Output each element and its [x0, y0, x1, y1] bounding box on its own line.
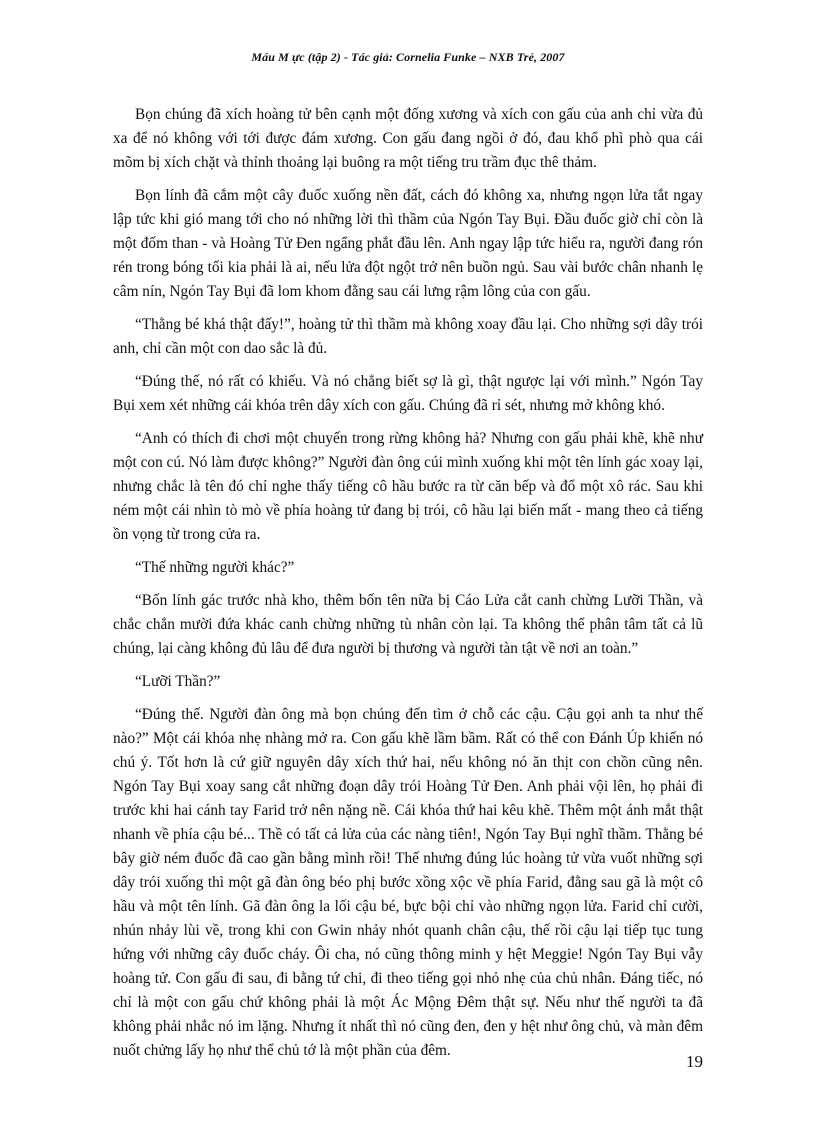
paragraph: Bọn chúng đã xích hoàng tử bên cạnh một đống xương và xích con gấu của anh chỉ vừa đủ xa để nó không với tới được đám xương. Con gấu đang ngồi ở đó, đau khổ phì phò qua cái mõm bị xích chặt và thỉnh thoảng lại buông ra một tiếng tru trầm đục thê thảm. [113, 106, 703, 171]
paragraph: “Lưỡi Thần?” [135, 673, 221, 690]
page-number: 19 [686, 1052, 703, 1071]
paragraph: “Bốn lính gác trước nhà kho, thêm bốn tên nữa bị Cáo Lửa cắt canh chừng Lưỡi Thần, và chắc chắn mười đứa khác canh chừng những tù nhân còn lại. Ta không thể phân tâm tất cả lũ chúng, lại càng không đủ lâu để đưa người bị thương và người tàn tật về nơi an toàn.” [113, 592, 703, 657]
paragraph: “Thằng bé khá thật đấy!”, hoàng tử thì thầm mà không xoay đầu lại. Cho những sợi dây trói anh, chỉ cần một con dao sắc là đủ. [113, 316, 703, 357]
body-text [113, 103, 703, 1072]
running-header: Máu M ực (tập 2) - Tác giả: Cornelia Funke – NXB Trẻ, 2007 [251, 50, 565, 64]
paragraph: “Anh có thích đi chơi một chuyến trong rừng không hả? Nhưng con gấu phải khẽ, khẽ như một con cú. Nó làm được không?” Người đàn ông cúi mình xuống khi một tên lính gác xoay lại, nhưng chắc là tên đó chỉ nghe thấy tiếng cô hầu bước ra từ căn bếp và đổ một xô rác. Sau khi ném một cái nhìn tò mò về phía hoàng tử đang bị trói, cô hầu lại biến mất - mang theo cả tiếng ồn vọng từ trong cửa ra. [113, 430, 703, 543]
paragraph: “Đúng thế, nó rất có khiếu. Và nó chẳng biết sợ là gì, thật ngược lại với mình.” Ngón Tay Bụi xem xét những cái khóa trên dây xích con gấu. Chúng đã rỉ sét, nhưng mở không khó. [113, 373, 703, 414]
paragraph: “Thế những người khác?” [135, 559, 295, 576]
paragraph: Bọn lính đã cắm một cây đuốc xuống nền đất, cách đó không xa, nhưng ngọn lửa tắt ngay lập tức khi gió mang tới cho nó những lời thì thầm của Ngón Tay Bụi. Đầu đuốc giờ chỉ còn là một đốm than - và Hoàng Tử Đen ngẩng phắt đầu lên. Anh ngay lập tức hiểu ra, người đang rón rén trong bóng tối kia phải là ai, nếu lửa đột ngột trở nên buồn ngủ. Sau vài bước chân nhanh lẹ câm nín, Ngón Tay Bụi đã lom khom đằng sau cái lưng rậm lông của con gấu. [113, 187, 703, 300]
paragraph: “Đúng thế. Người đàn ông mà bọn chúng đến tìm ở chỗ các cậu. Cậu gọi anh ta như thế nào?” Một cái khóa nhẹ nhàng mở ra. Con gấu khẽ lầm bầm. Rất có thể con Đánh Úp khiến nó chú ý. Tốt hơn là cứ giữ nguyên dây xích thứ hai, nếu không nó ăn thịt con chồn cũng nên. Ngón Tay Bụi xoay sang cắt những đoạn dây trói Hoàng Tử Đen. Anh phải vội lên, họ phải đi trước khi hai cánh tay Farid trở nên nặng nề. Cái khóa thứ hai kêu khẽ. Thêm một ánh mắt thật nhanh về phía cậu bé... Thề có tất cả lửa của các nàng tiên!, Ngón Tay Bụi nghĩ thầm. Thằng bé bây giờ ném đuốc đã cao gần bằng mình rồi! Thế nhưng đúng lúc hoàng tử vừa vuốt những sợi dây trói xuống thì một gã đàn ông béo phị bước xồng xộc về phía Farid, đằng sau gã là một cô hầu và một tên lính. Gã đàn ông la lối cậu bé, bực bội chỉ vào những ngọn lửa. Farid chỉ cười, nhún nhảy lùi về, trong khi con Gwin nhảy nhót quanh chân cậu, thế rồi cậu lại tiếp tục tung hứng với những cây đuốc cháy. Ôi cha, nó cũng thông minh y hệt Meggie! Ngón Tay Bụi vẫy hoàng tử. Con gấu đi sau, đi bằng tứ chi, đi theo tiếng gọi nhỏ nhẹ của chủ nhân. Đáng tiếc, nó chỉ là một con gấu chứ không phải là một Ác Mộng Đêm thật sự. Nếu như thế người ta đã không phải nhắc nó im lặng. Nhưng ít nhất thì nó cũng đen, đen y hệt như ông chủ, và màn đêm nuốt chửng lấy họ như thể chủ tớ là một phần của đêm. [113, 706, 703, 1059]
